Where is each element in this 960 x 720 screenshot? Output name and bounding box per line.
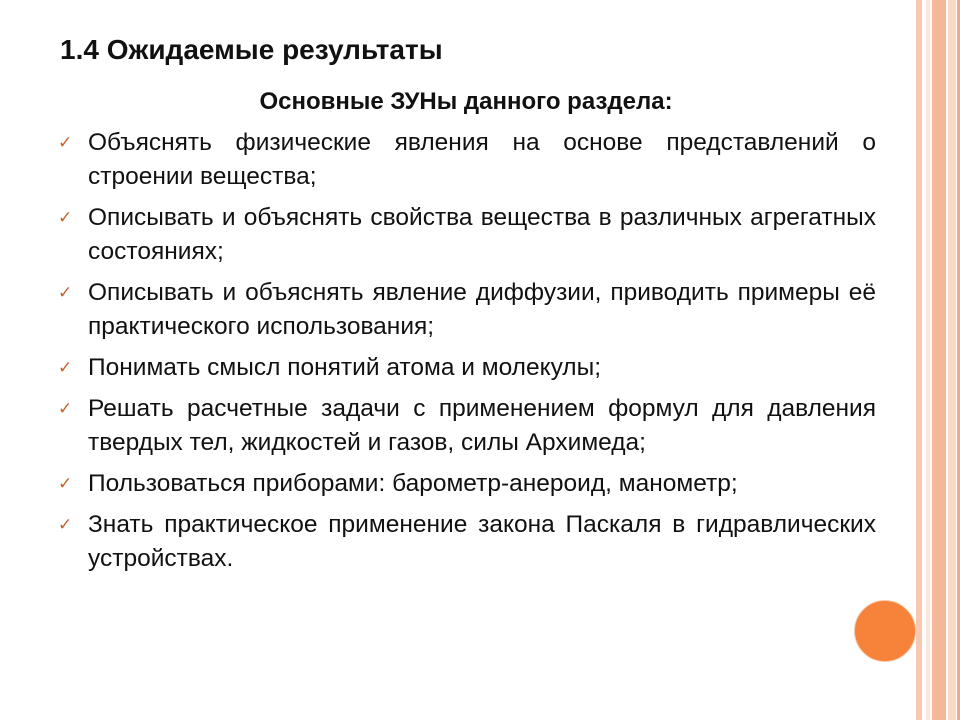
list-item-text: Пользоваться приборами: барометр-анероид, манометр; — [88, 470, 738, 497]
checkmark-icon: ✓ — [58, 399, 73, 418]
list-item — [54, 508, 876, 576]
decorative-band — [932, 0, 946, 720]
slide-title: 1.4 Ожидаемые результаты — [60, 34, 443, 65]
list-item — [54, 467, 876, 501]
list-item-text: Объяснять физические явления на основе представлений о строении вещества; — [88, 129, 876, 190]
list-item — [54, 392, 876, 460]
slide-subtitle: Основные ЗУНы данного раздела: — [259, 88, 673, 115]
checkmark-icon: ✓ — [58, 133, 73, 152]
list-item — [54, 351, 876, 385]
checkmark-icon: ✓ — [58, 283, 73, 302]
checkmark-icon: ✓ — [58, 474, 73, 493]
list-item — [54, 276, 876, 344]
decorative-side-bands — [914, 0, 960, 720]
checkmark-icon: ✓ — [58, 515, 73, 534]
decorative-band — [926, 0, 930, 720]
checkmark-icon: ✓ — [58, 358, 73, 377]
results-list — [54, 126, 876, 583]
list-item-text: Понимать смысл понятий атома и молекулы; — [88, 354, 602, 381]
list-item-text: Описывать и объяснять свойства вещества в различных агрегатных состояниях; — [88, 204, 876, 265]
decorative-band — [948, 0, 956, 720]
list-item-text: Описывать и объяснять явление диффузии, приводить примеры её практического использования; — [88, 279, 876, 340]
list-item — [54, 201, 876, 269]
decorative-band — [916, 0, 922, 720]
list-item-text: Знать практическое применение закона Паскаля в гидравлических устройствах. — [88, 511, 876, 572]
list-item — [54, 126, 876, 194]
checkmark-icon: ✓ — [58, 208, 73, 227]
list-item-text: Решать расчетные задачи с применением формул для давления твердых тел, жидкостей и газов, силы Архимеда; — [88, 395, 876, 456]
decorative-orange-circle — [854, 600, 916, 662]
